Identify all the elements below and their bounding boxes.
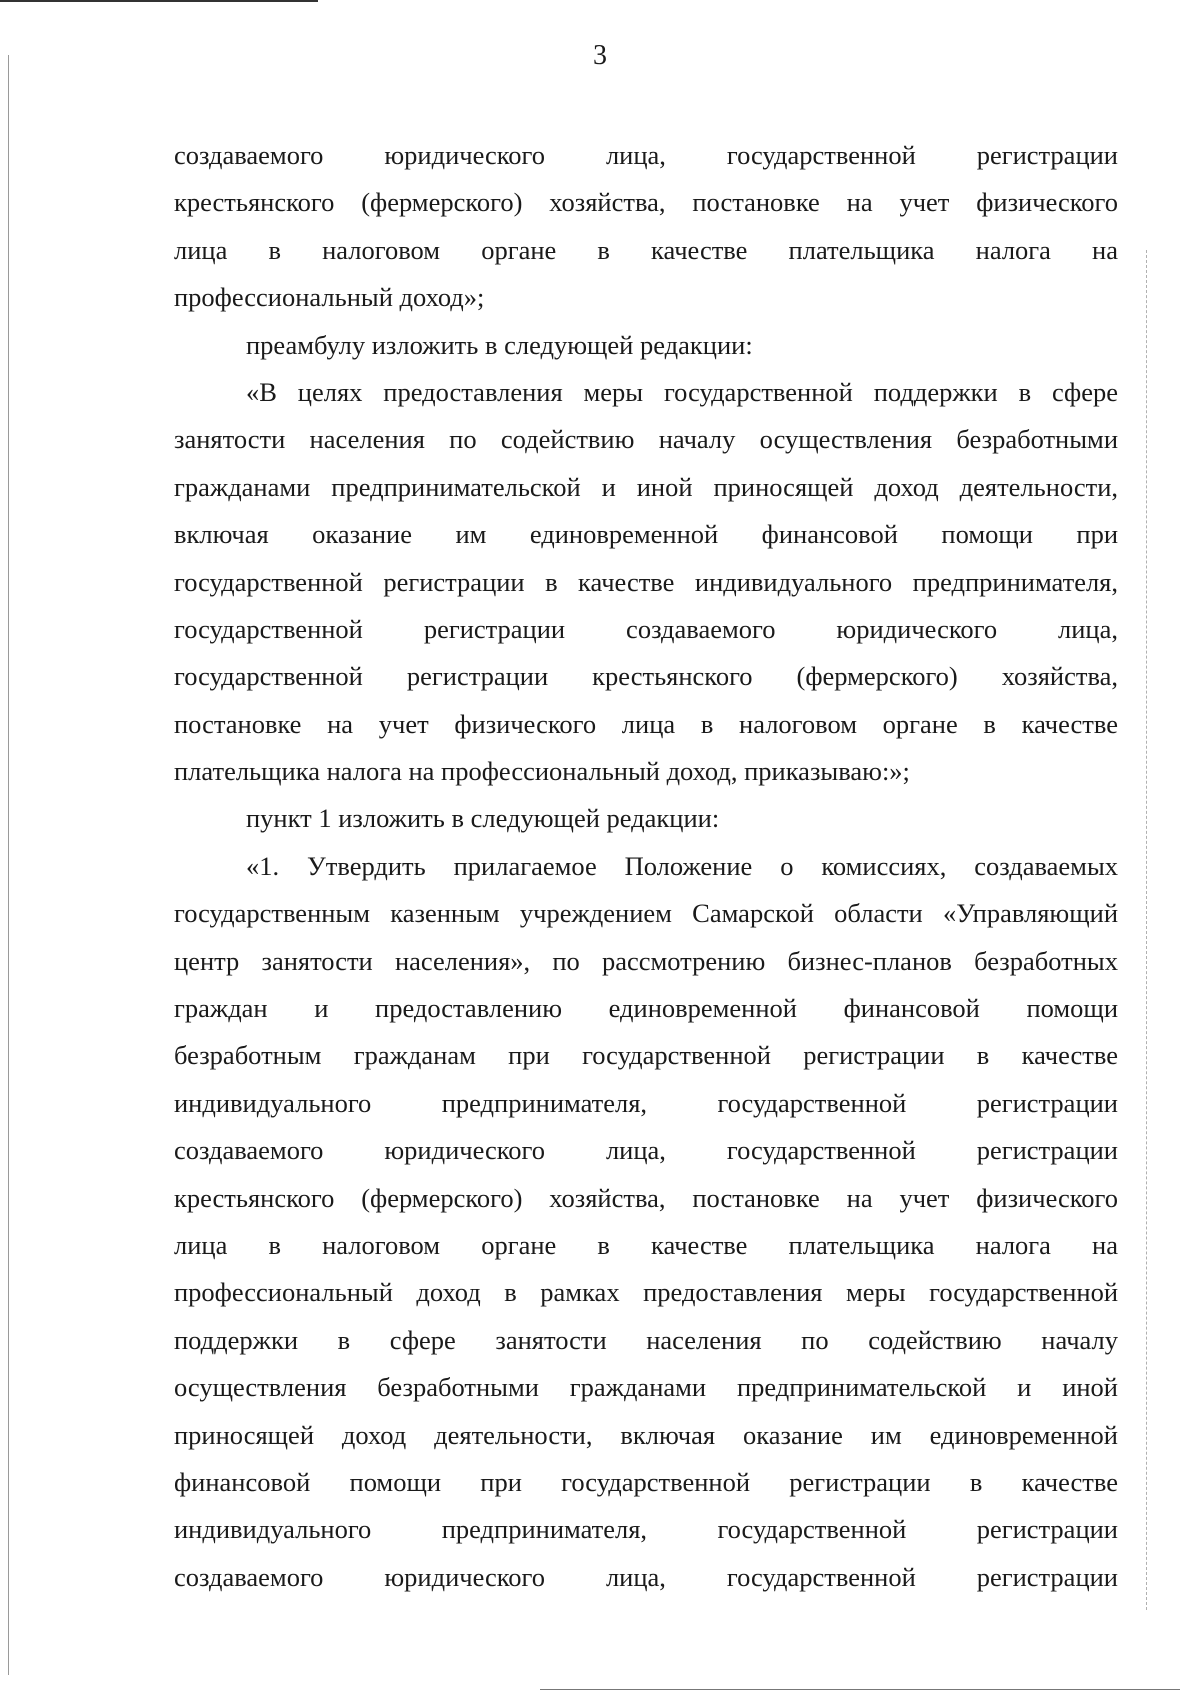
text-line: гражданами предпринимательской и иной приносящей доход деятельности, [174, 471, 1118, 502]
top-rule [0, 0, 318, 2]
text-line: крестьянского (фермерского) хозяйства, постановке на учет физического [174, 1182, 1118, 1213]
text-line: государственной регистрации в качестве индивидуального предпринимателя, [174, 566, 1118, 597]
text-line: включая оказание им единовременной финансовой помощи при [174, 519, 1118, 550]
right-dashed-edge [1146, 250, 1147, 1610]
text-line: создаваемого юридического лица, государственной регистрации [174, 1135, 1118, 1166]
text-line: крестьянского (фермерского) хозяйства, постановке на учет физического [174, 187, 1118, 218]
text-line: приносящей доход деятельности, включая оказание им единовременной [174, 1419, 1118, 1450]
text-line: постановке на учет физического лица в налоговом органе в качестве [174, 708, 1118, 739]
text-line: государственной регистрации создаваемого юридического лица, [174, 613, 1118, 644]
bottom-rule [540, 1689, 1180, 1690]
text-line: индивидуального предпринимателя, государственной регистрации [174, 1087, 1118, 1118]
text-line: занятости населения по содействию началу осуществления безработными [174, 424, 1118, 455]
text-line: профессиональный доход в рамках предоставления меры государственной [174, 1277, 1118, 1308]
text-line: «1. Утвердить прилагаемое Положение о комиссиях, создаваемых [246, 850, 1118, 881]
text-line: поддержки в сфере занятости населения по содействию началу [174, 1324, 1118, 1355]
text-line: преамбулу изложить в следующей редакции: [246, 329, 753, 360]
text-line: центр занятости населения», по рассмотрению бизнес-планов безработных [174, 945, 1118, 976]
document-body [174, 132, 1118, 1601]
text-line: профессиональный доход»; [174, 282, 485, 313]
text-line: государственной регистрации крестьянского (фермерского) хозяйства, [174, 661, 1118, 692]
text-line: граждан и предоставлению единовременной финансовой помощи [174, 993, 1118, 1024]
text-line: лица в налоговом органе в качестве плательщика налога на [174, 234, 1118, 265]
text-line: плательщика налога на профессиональный доход, приказываю:»; [174, 756, 910, 787]
text-line: безработным гражданам при государственной регистрации в качестве [174, 1040, 1118, 1071]
text-line: создаваемого юридического лица, государственной регистрации [174, 140, 1118, 170]
text-line: государственным казенным учреждением Самарской области «Управляющий [174, 898, 1118, 929]
page-number: 3 [593, 40, 607, 71]
text-line: индивидуального предпринимателя, государственной регистрации [174, 1514, 1118, 1545]
left-scan-edge [8, 55, 9, 1675]
text-line: «В целях предоставления меры государственной поддержки в сфере [246, 376, 1118, 407]
text-line: финансовой помощи при государственной регистрации в качестве [174, 1466, 1118, 1497]
text-line: лица в налоговом органе в качестве плательщика налога на [174, 1229, 1118, 1260]
text-line: осуществления безработными гражданами предпринимательской и иной [174, 1372, 1118, 1403]
text-line: создаваемого юридического лица, государственной регистрации [174, 1561, 1118, 1592]
text-line: пункт 1 изложить в следующей редакции: [246, 803, 720, 834]
